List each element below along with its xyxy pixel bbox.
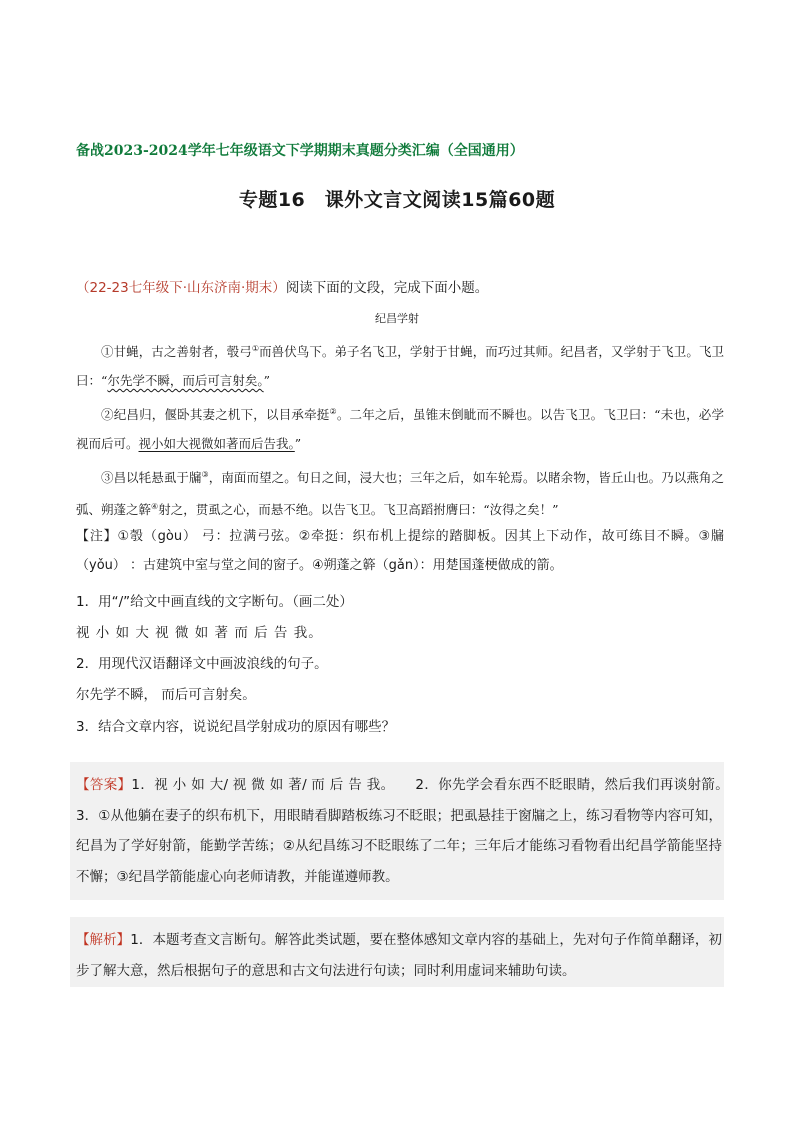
question-intro (76, 276, 488, 296)
straight-underlined-sentence: 视小如大视微如著而后告我。 (138, 436, 295, 452)
series-title: 备战2023-2024学年七年级语文下学期期末真题分类汇编（全国通用） (76, 143, 524, 159)
question-3: 3．结合文章内容，说说纪昌学射成功的原因有哪些？ (76, 719, 396, 735)
source-label: （22-23七年级下·山东济南·期末） (76, 280, 286, 296)
note-text: ①彀（gòu） 弓：拉满弓弦。②牵挺：织布机上提综的踏脚板。因其上下动作，故可练目不瞬。③牖（yǒu） ：古建筑中室与堂之间的窗子。④朔蓬之簳（gǎn）：用楚国蓬梗做成的箭。 (76, 529, 724, 573)
analysis-label: 【解析】 (76, 932, 131, 948)
instruction-text: 阅读下面的文段，完成下面小题。 (285, 280, 489, 296)
topic-title: 专题16 课外文言文阅读15篇60题 (238, 189, 556, 211)
analysis-text: 1．本题考查文言断句。解答此类试题，要在整体感知文章内容的基础上，先对句子作简单翻译，初步了解大意，然后根据句子的意思和古文句法进行句读；同时利用虚词来辅助句读。 (76, 932, 722, 979)
question-2: 2．用现代汉语翻译文中画波浪线的句子。 (76, 656, 328, 672)
wavy-underlined-sentence: 尔先学不瞬，而后可言射矣。 (107, 373, 264, 389)
passage-title: 纪昌学射 (375, 312, 419, 325)
question-1: 1．用“/”给文中画直线的文字断句。（画二处） (76, 594, 353, 610)
question-2-text: 尔先学不瞬， 而后可言射矣。 (76, 687, 256, 703)
answer-label: 【答案】 (76, 777, 132, 793)
answer-text: 1．视 小 如 大/ 视 微 如 著/ 而 后 告 我。 2．你先学会看东西不眨眼睛，然后我们再谈射箭。 3．①从他躺在妻子的织布机下，用眼睛看脚踏板练习不眨眼；把虱悬挂于窗牖之上，练习看物等内容可知，纪昌为了学好射箭，能勤学苦练；②从纪昌练习不眨眼练了二年；三年后才能练习看物看出纪昌学箭能坚持不懈；③纪昌学箭能虚心向老师请教，并能谨遵师教。 (76, 777, 740, 885)
passage-paragraph-1: ①甘蝇，古之善射者，彀弓①而兽伏鸟下。弟子名飞卫，学射于甘蝇，而巧过其师。纪昌者，又学射于飞卫。飞卫曰：“尔先学不瞬，而后可言射矣。” (76, 344, 724, 389)
annotation-note (76, 522, 724, 580)
question-1-text: 视 小 如 大 视 微 如 著 而 后 告 我。 (76, 625, 323, 641)
note-label: 【注】 (76, 529, 118, 544)
passage-paragraph-2: ②纪昌归，偃卧其妻之机下，以目承牵挺②。二年之后，虽锥末倒眦而不瞬也。以告飞卫。飞卫曰：“未也，必学视而后可。视小如大视微如著而后告我。” (76, 407, 724, 452)
passage-paragraph-3: ③昌以牦悬虱于牖③，南面而望之。旬日之间，浸大也；三年之后，如车轮焉。以睹余物，皆丘山也。乃以燕角之弧、朔蓬之簳④射之，贯虱之心，而悬不绝。以告飞卫。飞卫高蹈拊膺曰：“汝得之矣！” (76, 470, 724, 518)
answer-section (76, 770, 740, 892)
analysis-section (76, 925, 722, 986)
